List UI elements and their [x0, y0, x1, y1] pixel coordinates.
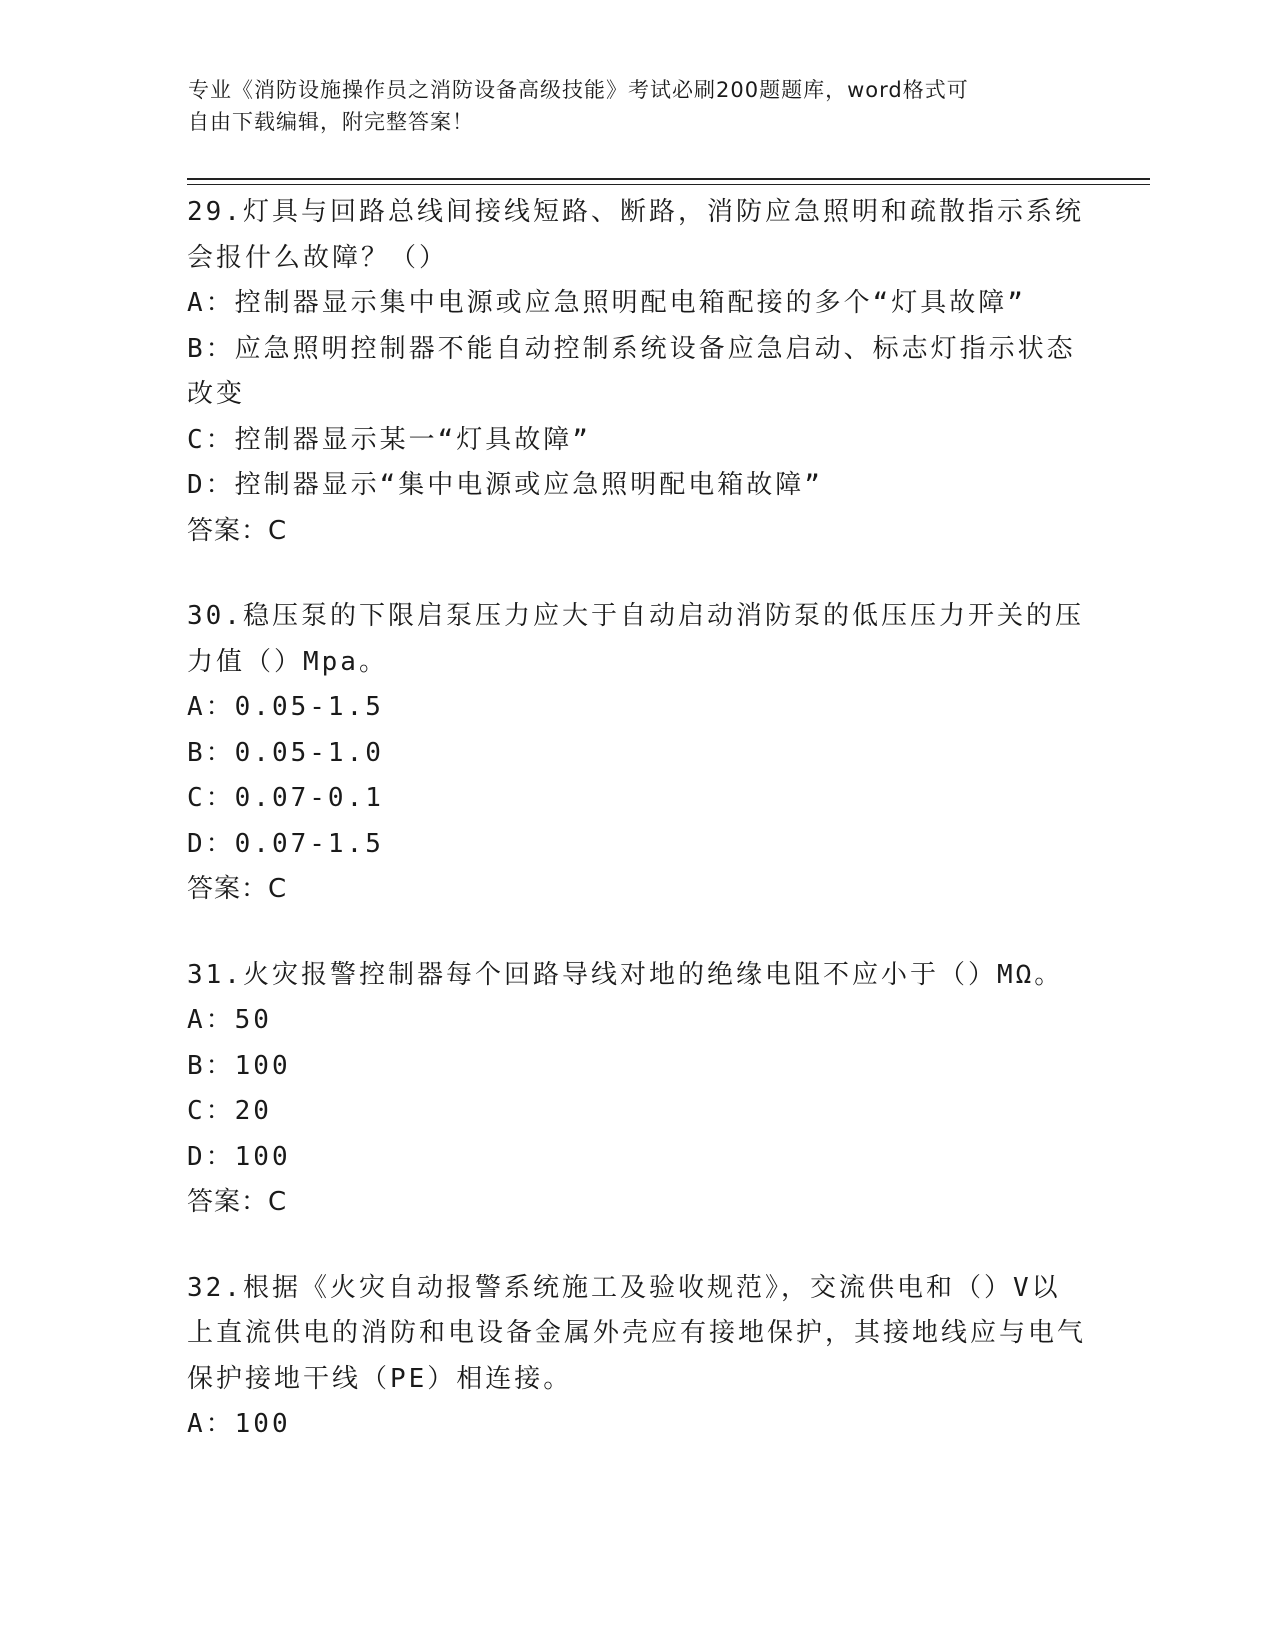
question-text: 32.根据《火灾自动报警系统施工及验收规范》，交流供电和（）V以上直流供电的消防和电设备金属外壳应有接地保护，其接地线应与电气保护接地干线（PE）相连接。: [187, 1272, 1087, 1394]
answer: 答案：C: [187, 515, 288, 546]
option-a: A：100: [187, 1409, 291, 1439]
header-divider: [187, 178, 1150, 185]
question-text: 30.稳压泵的下限启泵压力应大于自动启动消防泵的低压压力开关的压力值（）Mpa。: [187, 601, 1084, 677]
question-29: [187, 190, 1087, 554]
question-text: 31.火灾报警控制器每个回路导线对地的绝缘电阻不应小于（）MΩ。: [187, 959, 1064, 990]
option-d: D：控制器显示“集中电源或应急照明配电箱故障”: [187, 470, 823, 500]
option-d: D：0.07-1.5: [187, 828, 384, 859]
option-b: B：100: [187, 1050, 291, 1081]
header-line-1: 专业《消防设施操作员之消防设备高级技能》考试必刷200题题库，word格式可: [188, 78, 969, 102]
question-list: [187, 190, 1087, 1488]
option-b: B：应急照明控制器不能自动控制系统设备应急启动、标志灯指示状态改变: [187, 333, 1076, 409]
option-b: B：0.05-1.0: [187, 737, 384, 768]
option-a: A：0.05-1.5: [187, 692, 384, 722]
option-a: A：控制器显示集中电源或应急照明配电箱配接的多个“灯具故障”: [187, 288, 1026, 318]
question-31: [187, 953, 1087, 1226]
option-d: D：100: [187, 1141, 291, 1172]
option-c: C：0.07-0.1: [187, 783, 384, 813]
document-header: [188, 74, 1068, 138]
question-32: [187, 1266, 1087, 1448]
question-text: 29.灯具与回路总线间接线短路、断路，消防应急照明和疏散指示系统会报什么故障？（）: [187, 197, 1084, 273]
question-30: [187, 594, 1087, 913]
option-c: C：20: [187, 1096, 272, 1126]
option-c: C：控制器显示某一“灯具故障”: [187, 424, 591, 455]
option-a: A：50: [187, 1005, 272, 1035]
header-line-2: 自由下载编辑，附完整答案！: [188, 110, 474, 134]
answer: 答案：C: [187, 874, 288, 904]
answer: 答案：C: [187, 1187, 288, 1217]
